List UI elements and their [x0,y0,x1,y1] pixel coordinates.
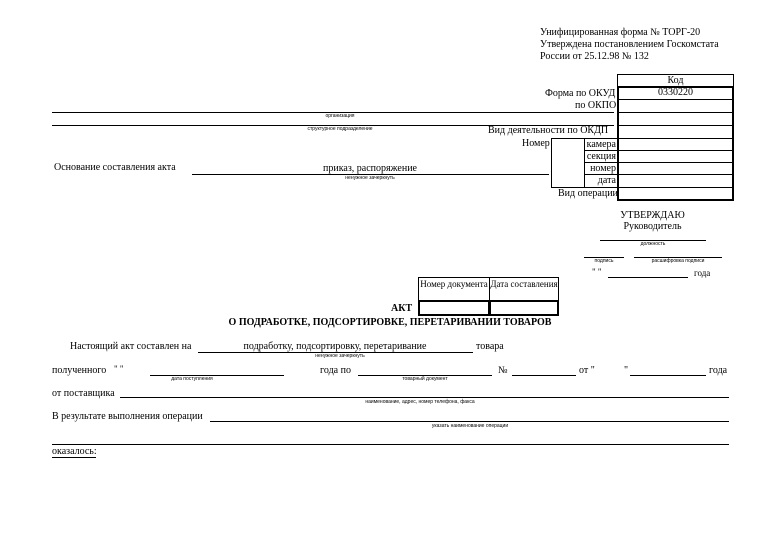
year-by-label: года по [320,365,351,376]
goods-doc-caption: товарный документ [402,376,448,382]
approve-year: года [694,268,711,278]
okdp-label: Вид деятельности по ОКДП [488,125,609,136]
approve-title: УТВЕРЖДАЮ [620,210,685,221]
result-line[interactable] [210,421,729,422]
received-label: полученного [52,365,107,376]
organization-caption: организация [325,113,355,119]
found-underline [52,457,96,458]
position-caption: должность [640,241,666,247]
act-purpose-value: подработку, подсортировку, перетаривание [243,341,427,352]
basis-label: Основание составления акта [54,162,176,173]
doc-number-cell[interactable] [418,300,490,316]
year-end-label: года [709,365,728,376]
number-sign: № [498,365,508,376]
form-title-line1: Унифицированная форма № ТОРГ-20 [540,27,701,38]
supplier-line[interactable] [120,397,729,398]
result-caption: указать наименование операции [431,423,509,429]
camera-label: камера [586,139,616,150]
goods-label: товара [476,341,504,352]
received-date-quotes: " " [114,364,124,374]
okud-code-value: 0330220 [658,87,693,98]
doc-number-line[interactable] [512,375,576,376]
from-label: от " [579,365,595,376]
operation-label: Вид операции [558,188,618,199]
close-quote: " [624,365,629,376]
doc-date-cell[interactable] [489,300,559,316]
received-date-line[interactable] [150,375,284,376]
form-title-line3: России от 25.12.98 № 132 [540,51,649,62]
doc-number-header: Номер документа [420,279,488,289]
doc-date-line[interactable] [630,375,706,376]
received-date-caption: дата поступления [171,376,213,382]
approve-date-quotes: " " [592,267,602,277]
result-line-2[interactable] [52,444,729,445]
date-label: дата [597,175,616,186]
approve-role: Руководитель [623,221,682,232]
supplier-caption: наименование, адрес, номер телефона, факса [365,399,475,405]
act-label: АКТ [391,303,413,314]
okpo-label: по ОКПО [575,100,617,111]
num-label: номер [590,163,616,174]
act-made-for-label: Настоящий акт составлен на [70,341,192,352]
codes-header: Код [667,75,684,86]
basis-value: приказ, распоряжение [323,163,417,174]
approve-date-line[interactable] [608,277,688,278]
found-label: оказалось: [52,446,97,457]
doc-date-header: Дата составления [490,279,558,289]
purpose-caption: ненужное зачеркнуть [315,353,365,359]
act-title: О ПОДРАБОТКЕ, ПОДСОРТИРОВКЕ, ПЕРЕТАРИВАНИИ ТОВАРОВ [228,317,552,328]
number-label: Номер [522,138,550,149]
codes-value-column [617,86,734,201]
section-label: секция [586,151,616,162]
basis-caption: ненужное зачеркнуть [345,175,395,181]
supplier-label: от поставщика [52,388,115,399]
form-title-line2: Утверждена постановлением Госкомстата [540,39,719,50]
signature-caption: подпись [594,258,614,264]
department-caption: структурное подразделение [307,126,373,132]
okud-label: Форма по ОКУД [545,88,616,99]
result-label: В результате выполнения операции [52,411,203,422]
decode-caption: расшифровка подписи [651,258,705,264]
